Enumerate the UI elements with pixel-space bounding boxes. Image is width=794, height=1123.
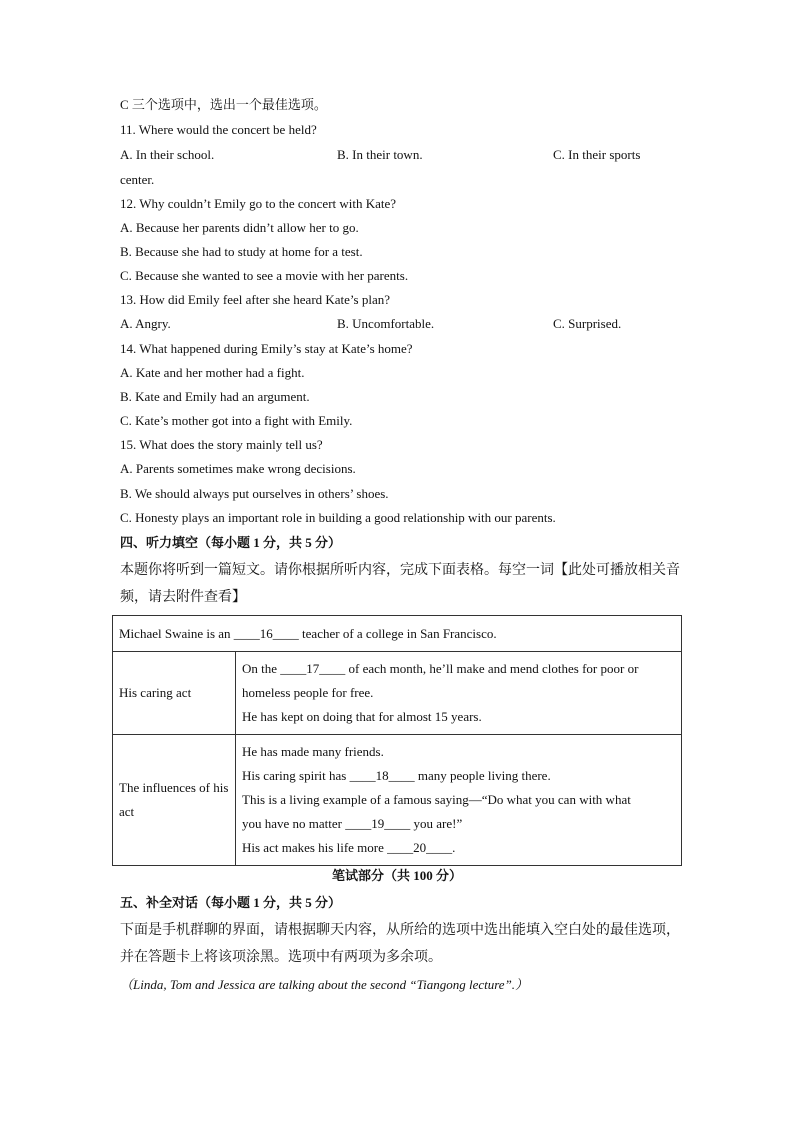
table-label-influences: The influences of his act	[113, 735, 236, 866]
caring-act-line1: On the ____17____ of each month, he’ll make and mend clothes for poor or	[242, 661, 639, 676]
influences-line5: His act makes his life more ____20____.	[242, 840, 456, 855]
section4-instruction-line1: 本题你将听到一篇短文。请你根据所听内容，完成下面表格。每空一词【此处可播放相关音	[120, 563, 680, 578]
table-cell-influences	[236, 735, 682, 866]
q13-option-b: B. Uncomfortable.	[337, 316, 435, 331]
influences-line1: He has made many friends.	[242, 744, 384, 759]
q12-option-b: B. Because she had to study at home for a test.	[120, 244, 363, 259]
influences-line4: you have no matter ____19____ you are!”	[242, 816, 463, 831]
written-part-heading: 笔试部分（共 100 分）	[331, 868, 462, 883]
table-cell-caring-act	[236, 652, 682, 735]
q11-option-c: C. In their sports	[553, 147, 641, 162]
q15-option-b: B. We should always put ourselves in others’ shoes.	[120, 486, 389, 501]
q11-option-c-continued: center.	[120, 172, 155, 187]
q11-option-a: A. In their school.	[120, 147, 215, 162]
q15-option-c: C. Honesty plays an important role in building a good relationship with our parents.	[120, 510, 556, 525]
q14-option-b: B. Kate and Emily had an argument.	[120, 389, 310, 404]
question-14: 14. What happened during Emily’s stay at Kate’s home?	[120, 341, 413, 356]
listening-fill-table	[112, 615, 682, 866]
section4-title: 四、听力填空（每小题 1 分，共 5 分）	[120, 535, 342, 550]
influences-line2: His caring spirit has ____18____ many people living there.	[242, 768, 551, 783]
table-label-caring-act: His caring act	[113, 652, 236, 735]
table-row-intro: Michael Swaine is an ____16____ teacher of a college in San Francisco.	[113, 616, 682, 652]
section5-instruction-line2: 并在答题卡上将该项涂黑。选项中有两项为多余项。	[120, 950, 442, 965]
q11-option-b: B. In their town.	[337, 147, 423, 162]
question-12: 12. Why couldn’t Emily go to the concert with Kate?	[120, 196, 397, 211]
q12-option-a: A. Because her parents didn’t allow her to go.	[120, 220, 359, 235]
q14-option-c: C. Kate’s mother got into a fight with Emily.	[120, 413, 353, 428]
question-11: 11. Where would the concert be held?	[120, 122, 317, 137]
question-15: 15. What does the story mainly tell us?	[120, 437, 323, 452]
q13-option-a: A. Angry.	[120, 316, 171, 331]
q13-option-c: C. Surprised.	[553, 316, 622, 331]
q12-option-c: C. Because she wanted to see a movie with her parents.	[120, 268, 409, 283]
q14-option-a: A. Kate and her mother had a fight.	[120, 365, 305, 380]
caring-act-line3: He has kept on doing that for almost 15 years.	[242, 709, 482, 724]
section4-instruction-line2: 频，请去附件查看】	[120, 590, 246, 605]
q15-option-a: A. Parents sometimes make wrong decisions.	[120, 461, 356, 476]
influences-line3: This is a living example of a famous saying—“Do what you can with what	[242, 792, 631, 807]
caring-act-line2: homeless people for free.	[242, 685, 374, 700]
dialogue-context: （Linda, Tom and Jessica are talking about the second “Tiangong lecture”.）	[120, 977, 529, 992]
section3-instruction-tail: C 三个选项中，选出一个最佳选项。	[120, 97, 327, 112]
question-13: 13. How did Emily feel after she heard Kate’s plan?	[120, 292, 391, 307]
section5-instruction-line1: 下面是手机群聊的界面，请根据聊天内容，从所给的选项中选出能填入空白处的最佳选项，	[120, 923, 680, 938]
section5-title: 五、补全对话（每小题 1 分，共 5 分）	[120, 895, 342, 910]
